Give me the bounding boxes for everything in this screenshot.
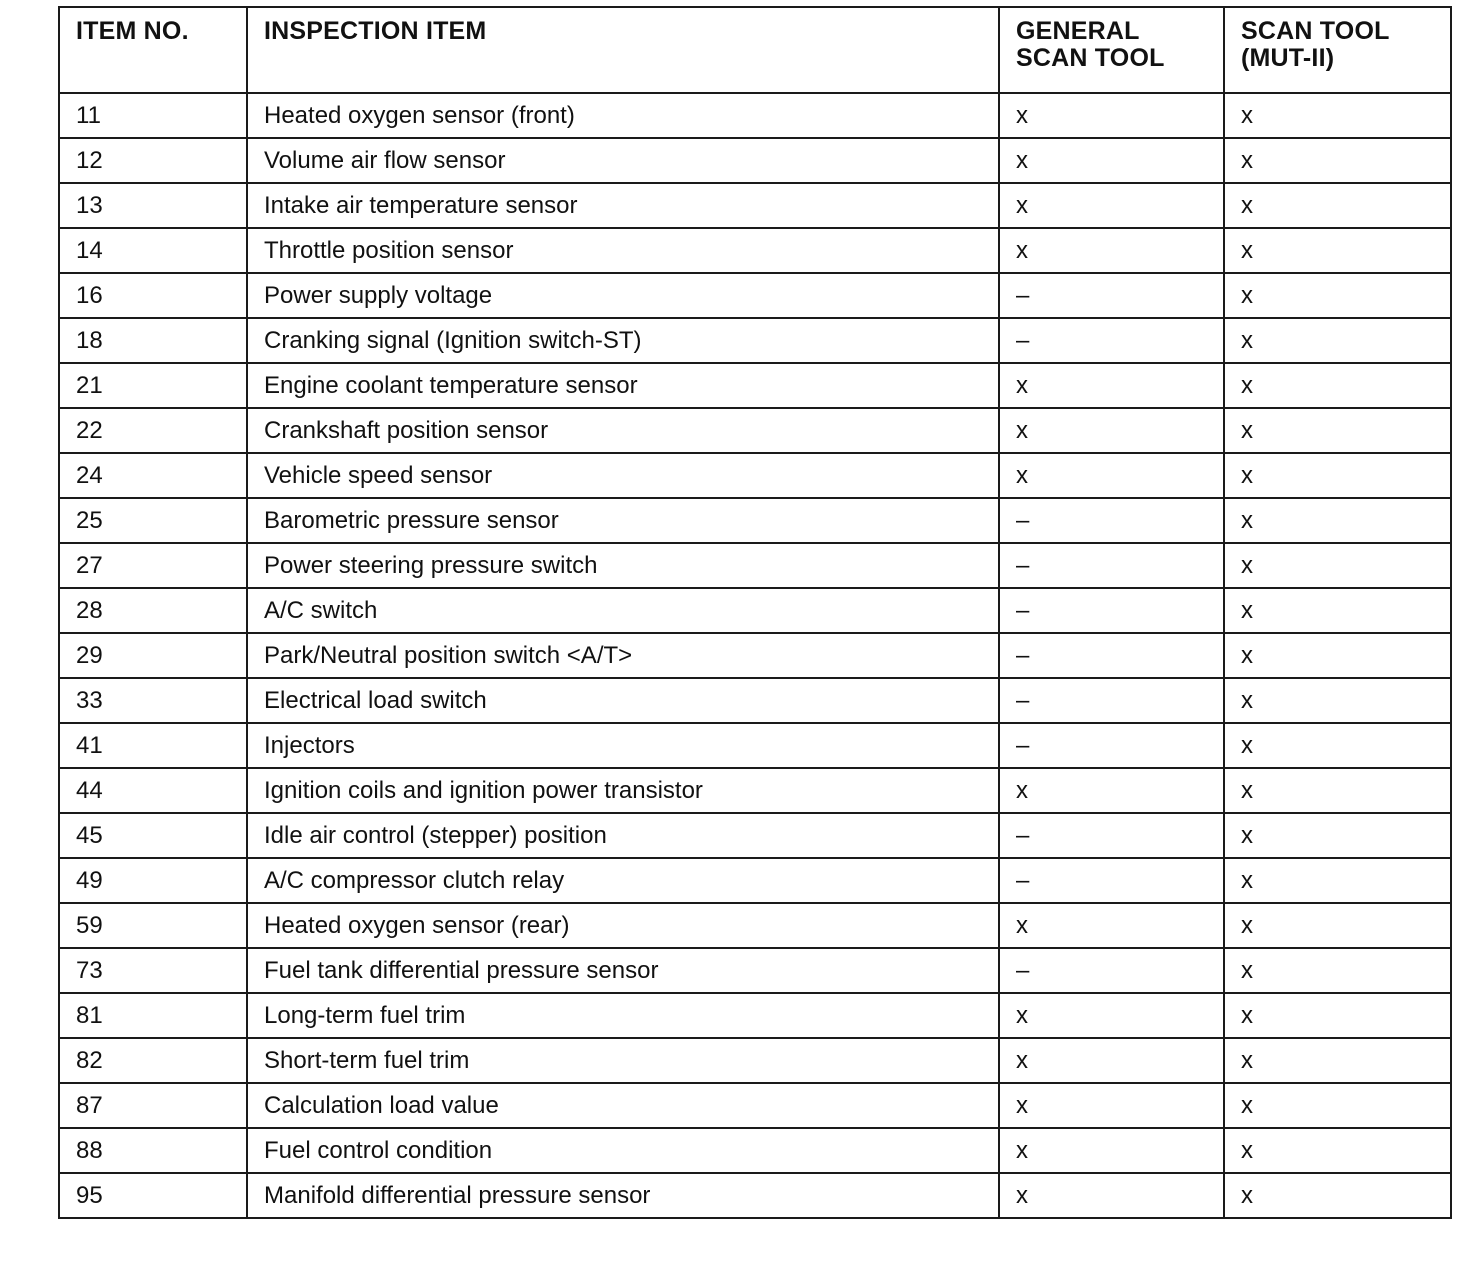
general-scan-tool-cell: x (999, 1038, 1224, 1083)
scan-tool-mut-cell: x (1224, 1038, 1451, 1083)
header-scan-tool-mut-line1: SCAN TOOL (1241, 17, 1390, 45)
inspection-item-cell: Vehicle speed sensor (247, 453, 999, 498)
item-no-cell: 21 (59, 363, 247, 408)
inspection-item-cell: Fuel control condition (247, 1128, 999, 1173)
scan-tool-mut-cell: x (1224, 858, 1451, 903)
general-scan-tool-cell: x (999, 768, 1224, 813)
general-scan-tool-cell: x (999, 228, 1224, 273)
general-scan-tool-cell: x (999, 1128, 1224, 1173)
item-no-cell: 16 (59, 273, 247, 318)
item-no-cell: 14 (59, 228, 247, 273)
table-row (59, 408, 1451, 453)
general-scan-tool-cell: x (999, 453, 1224, 498)
general-scan-tool-cell: – (999, 318, 1224, 363)
header-scan-tool-mut-line2: (MUT-II) (1241, 44, 1335, 72)
scan-tool-mut-cell: x (1224, 408, 1451, 453)
general-scan-tool-cell: – (999, 678, 1224, 723)
general-scan-tool-cell: x (999, 183, 1224, 228)
header-general-scan-tool-line2: SCAN TOOL (1016, 44, 1165, 72)
scan-tool-mut-cell: x (1224, 93, 1451, 138)
scan-tool-mut-cell: x (1224, 318, 1451, 363)
table-row (59, 633, 1451, 678)
inspection-items-table (58, 6, 1452, 1219)
table-row (59, 498, 1451, 543)
general-scan-tool-cell: x (999, 363, 1224, 408)
inspection-item-cell: Idle air control (stepper) position (247, 813, 999, 858)
item-no-cell: 45 (59, 813, 247, 858)
scan-tool-mut-cell: x (1224, 813, 1451, 858)
scan-tool-mut-cell: x (1224, 1128, 1451, 1173)
header-item-no (59, 7, 247, 93)
inspection-item-cell: Volume air flow sensor (247, 138, 999, 183)
item-no-cell: 12 (59, 138, 247, 183)
item-no-cell: 28 (59, 588, 247, 633)
header-inspection-item (247, 7, 999, 93)
scan-tool-mut-cell: x (1224, 453, 1451, 498)
scan-tool-mut-cell: x (1224, 273, 1451, 318)
item-no-cell: 41 (59, 723, 247, 768)
header-scan-tool-mut (1224, 7, 1451, 93)
inspection-table-container (58, 6, 1450, 1219)
table-row (59, 1083, 1451, 1128)
inspection-item-cell: Fuel tank differential pressure sensor (247, 948, 999, 993)
general-scan-tool-cell: – (999, 813, 1224, 858)
general-scan-tool-cell: x (999, 1173, 1224, 1218)
general-scan-tool-cell: x (999, 138, 1224, 183)
scan-tool-mut-cell: x (1224, 543, 1451, 588)
inspection-item-cell: Crankshaft position sensor (247, 408, 999, 453)
item-no-cell: 22 (59, 408, 247, 453)
item-no-cell: 82 (59, 1038, 247, 1083)
inspection-item-cell: Injectors (247, 723, 999, 768)
table-row (59, 588, 1451, 633)
scan-tool-mut-cell: x (1224, 1083, 1451, 1128)
item-no-cell: 87 (59, 1083, 247, 1128)
item-no-cell: 44 (59, 768, 247, 813)
general-scan-tool-cell: – (999, 498, 1224, 543)
general-scan-tool-cell: – (999, 633, 1224, 678)
scan-tool-mut-cell: x (1224, 678, 1451, 723)
scan-tool-mut-cell: x (1224, 228, 1451, 273)
inspection-item-cell: Manifold differential pressure sensor (247, 1173, 999, 1218)
inspection-item-cell: Heated oxygen sensor (front) (247, 93, 999, 138)
inspection-item-cell: Short-term fuel trim (247, 1038, 999, 1083)
header-general-scan-tool-line1: GENERAL (1016, 17, 1140, 45)
table-row (59, 678, 1451, 723)
table-row (59, 768, 1451, 813)
table-row (59, 93, 1451, 138)
item-no-cell: 88 (59, 1128, 247, 1173)
table-row (59, 1173, 1451, 1218)
scan-tool-mut-cell: x (1224, 363, 1451, 408)
table-row (59, 138, 1451, 183)
scan-tool-mut-cell: x (1224, 138, 1451, 183)
inspection-item-cell: Power steering pressure switch (247, 543, 999, 588)
table-row (59, 183, 1451, 228)
scan-tool-mut-cell: x (1224, 633, 1451, 678)
general-scan-tool-cell: x (999, 408, 1224, 453)
table-row (59, 543, 1451, 588)
general-scan-tool-cell: – (999, 948, 1224, 993)
inspection-item-cell: Engine coolant temperature sensor (247, 363, 999, 408)
general-scan-tool-cell: – (999, 543, 1224, 588)
header-item-no-label: ITEM NO. (76, 17, 189, 45)
general-scan-tool-cell: – (999, 588, 1224, 633)
inspection-item-cell: Intake air temperature sensor (247, 183, 999, 228)
inspection-item-cell: Throttle position sensor (247, 228, 999, 273)
scan-tool-mut-cell: x (1224, 498, 1451, 543)
scan-tool-mut-cell: x (1224, 588, 1451, 633)
item-no-cell: 18 (59, 318, 247, 363)
item-no-cell: 29 (59, 633, 247, 678)
table-row (59, 948, 1451, 993)
item-no-cell: 95 (59, 1173, 247, 1218)
general-scan-tool-cell: – (999, 723, 1224, 768)
general-scan-tool-cell: – (999, 858, 1224, 903)
general-scan-tool-cell: – (999, 273, 1224, 318)
table-row (59, 228, 1451, 273)
inspection-item-cell: A/C switch (247, 588, 999, 633)
table-row (59, 453, 1451, 498)
table-row (59, 1128, 1451, 1173)
general-scan-tool-cell: x (999, 93, 1224, 138)
scan-tool-mut-cell: x (1224, 903, 1451, 948)
scan-tool-mut-cell: x (1224, 768, 1451, 813)
general-scan-tool-cell: x (999, 903, 1224, 948)
general-scan-tool-cell: x (999, 993, 1224, 1038)
table-body (59, 93, 1451, 1218)
item-no-cell: 25 (59, 498, 247, 543)
table-row (59, 273, 1451, 318)
header-inspection-item-label: INSPECTION ITEM (264, 17, 487, 45)
item-no-cell: 27 (59, 543, 247, 588)
inspection-item-cell: Calculation load value (247, 1083, 999, 1128)
table-row (59, 363, 1451, 408)
item-no-cell: 11 (59, 93, 247, 138)
item-no-cell: 33 (59, 678, 247, 723)
table-row (59, 723, 1451, 768)
header-general-scan-tool (999, 7, 1224, 93)
scan-tool-mut-cell: x (1224, 723, 1451, 768)
inspection-item-cell: Cranking signal (Ignition switch-ST) (247, 318, 999, 363)
table-row (59, 903, 1451, 948)
inspection-item-cell: Heated oxygen sensor (rear) (247, 903, 999, 948)
table-row (59, 858, 1451, 903)
table-row (59, 813, 1451, 858)
inspection-item-cell: Park/Neutral position switch <A/T> (247, 633, 999, 678)
item-no-cell: 73 (59, 948, 247, 993)
general-scan-tool-cell: x (999, 1083, 1224, 1128)
item-no-cell: 24 (59, 453, 247, 498)
inspection-item-cell: Barometric pressure sensor (247, 498, 999, 543)
table-row (59, 993, 1451, 1038)
item-no-cell: 81 (59, 993, 247, 1038)
inspection-item-cell: Long-term fuel trim (247, 993, 999, 1038)
item-no-cell: 49 (59, 858, 247, 903)
inspection-item-cell: Electrical load switch (247, 678, 999, 723)
table-row (59, 318, 1451, 363)
table-header (59, 7, 1451, 93)
inspection-item-cell: A/C compressor clutch relay (247, 858, 999, 903)
inspection-item-cell: Ignition coils and ignition power transistor (247, 768, 999, 813)
scan-tool-mut-cell: x (1224, 1173, 1451, 1218)
item-no-cell: 13 (59, 183, 247, 228)
item-no-cell: 59 (59, 903, 247, 948)
header-row (59, 7, 1451, 93)
scan-tool-mut-cell: x (1224, 183, 1451, 228)
scan-tool-mut-cell: x (1224, 948, 1451, 993)
table-row (59, 1038, 1451, 1083)
inspection-item-cell: Power supply voltage (247, 273, 999, 318)
scan-tool-mut-cell: x (1224, 993, 1451, 1038)
